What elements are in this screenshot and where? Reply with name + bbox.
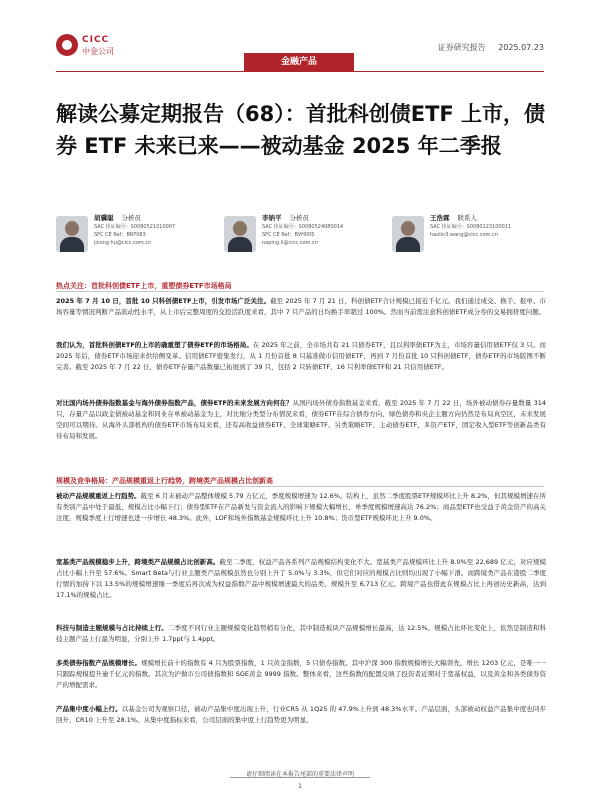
paragraph [56, 557, 546, 601]
author-photo [224, 216, 256, 252]
author-photo [56, 216, 88, 252]
paragraph [56, 491, 546, 524]
author-sfc: SFC CE Ref：BRF083 [94, 232, 146, 238]
paragraph-body: 在 2025 年之前，全市场共有 21 只债券ETF，且以利率债ETF为主，市场容量信用债ETF仅 3 只。而 2025 年后，债券ETF市场迎来供给侧变革。信用债ETF密集发行，从 1 月份首批 8 只基准做市信用债ETF，再到 7 月份首批 10 只科创债ETF，债券ETF的市场版图不断完善。截至 2025 年 7 月 22 日，债券ETF存量产品数量已拓展到了 39 只，包括 2 只转债ETF、16 只利率债ETF和 21 只信用债ETF。 [56, 341, 546, 371]
author-photo [392, 216, 424, 252]
author-sac: SAC 执证编号：S0080521010007 [94, 224, 176, 230]
author-card [56, 214, 216, 264]
paragraph-lead: 宽基类产品规模稳步上升，跨境类产品规模占比创新高。 [56, 558, 220, 566]
paragraph-body: 截至 2025 年 7 月 21 日，科创债ETF合计规模已接近千亿元。我们通过成交、换手、报单、市场容量等情况判断产品流动性水平，从上市后完整周度的交投活跃度来看，其中 7 只产品的日均换手率超过 100%。然而当前需注意科创债ETF成分券的交易拥挤度问题。 [56, 297, 546, 316]
page-number: 1 [298, 783, 302, 790]
paragraph-body: 截至 6 月末被动产品整体规模 5.79 万亿元，季度规模增速为 12.6%。结构上，虽然二季度股票ETF规模环比上升 8.2%，但其规模增速在所有类别产品中处于最低，规模占比小幅下行；债券型ETF在产品新发与资金流入的影响下规模大幅增长，单季度规模增速高达 76.2%；商品型ETF也受益于黄金资产的高关注度，规模季度上行增速也进一步增长 48.3%。此外，LOF和场外指数基金规模环比上升 10.8%；货币型ETF规模环比上升 9.0%。 [56, 492, 547, 522]
report-date: 2025.07.23 [498, 43, 544, 52]
paragraph [56, 340, 546, 373]
author-sfc: SFC CE Ref：BVH005 [262, 232, 315, 238]
paragraph [56, 704, 546, 726]
section-divider [56, 486, 544, 487]
cicc-logo [56, 34, 126, 58]
author-name: 王浩霖 [430, 214, 450, 222]
author-info [430, 214, 511, 239]
paragraph-body: 规模增长前十的指数有 4 只为股票指数，1 只黄金指数，5 只债券指数。其中沪深 300 指数规模增长大幅领先，增长 1203 亿元，是唯一一只跟踪规模提升逾千亿元的指数。其次为沪做市公司债指数和 SGE黄金 9999 指数。整体来看，这些指数的配置反映了投资者近期对于宽基权益，以及黄金和各类债券资产的增配需求。 [56, 659, 547, 689]
paragraph-lead: 对比国内场外债券指数基金与海外债券指数产品，债券ETF的未来发展方向何在？ [56, 399, 293, 407]
author-sac: SAC 执证编号：S0080524080014 [262, 224, 344, 230]
logo-brand-cn: 中金公司 [82, 47, 114, 56]
paragraph-lead: 产品集中度小幅上行。 [56, 705, 122, 713]
report-title: 解读公募定期报告（68）：首批科创债ETF 上市，债券 ETF 未来已来——被动基金 2025 年二季报 [56, 102, 546, 158]
author-email[interactable]: jicong.hu@cicc.com.cn [94, 240, 152, 246]
section-divider [56, 291, 544, 292]
paragraph-body: 二季度不同行业主题规模变化趋势稍有分化，其中制造板块产品规模增长最高，达 12.5%。规模占比环比变化上，依然是制造和科技主题产品上行最为明显，分别上升 1.7ppt与 1.4ppt。 [56, 624, 547, 643]
paragraph [56, 623, 546, 645]
paragraph-lead: 被动产品规模重返上行趋势。 [56, 492, 141, 500]
logo-brand: CICC [82, 35, 110, 45]
paragraph-body: 从国内场外债券指数基金来看，截至 2025 年 7 月 22 日，场外被动债券存量数量 314 只，存量产品以政金债被动基金和同业存单被动基金为主，对比细分类型分布情况来看，债券ETF在综合债券方向、绿色债券和央企主题方向仍然是布局真空区，未来发展空间可以期待。从海外头部机构的债券ETF市场布局来看，还有高收益债券ETF、全球策略ETF、另类策略ETF、主动债券ETF、多资产ETF，固定收入型ETF等创新品类有待布局和发展。 [56, 399, 546, 440]
paragraph [56, 658, 546, 691]
cicc-logo-icon [56, 34, 78, 56]
paragraph-lead: 科技与制造主题规模与占比持续上行。 [56, 624, 168, 632]
author-info [262, 214, 343, 247]
paragraph-body: 截至二季度，权益产品各系列产品规模结构变化不大。宽基类产品规模环比上升 8.0%至 22,689 亿元，对应规模占比小幅上升至 57.6%。Smart Beta与行业主题类产品规模虽然也分别上升了 5.0%与 3.3%，但它们对应的规模占比则均出现了小幅下滑。而跨境类产品在港股二季度行情的加持下以 13.5%的规模增速继一季度后再次成为权益指数产品中规模增速最大的品类，规模升至 6,713 亿元。跨境产品也借此在规模占比上再创历史新高，达到 17.1%的规模占比。 [56, 558, 547, 599]
paragraph-lead: 2025 年 7 月 10 日，首批 10 只科创债ETF上市，引发市场广泛关注。 [56, 297, 271, 305]
author-role: 分析员 [121, 214, 141, 222]
author-card [224, 214, 384, 264]
footer-divider [230, 777, 370, 778]
paragraph [56, 296, 546, 318]
header-meta [428, 42, 544, 53]
paragraph-body: 以基金公司为观察口径，被动产品集中度出现上升，行业CR5 从 1Q25 的 47.9%上升到 48.3%水平。产品层面，头部被动权益产品集中度也同步回升，CR10 上升至 28.1%。从集中度指标来看，公司层面的集中度上行趋势更为明显。 [56, 705, 547, 724]
section-heading: 规模及竞争格局：产品规模重返上行趋势，跨境类产品规模占比创新高 [56, 477, 273, 485]
legal-disclaimer-note: 请仔细阅读在本报告尾部的重要法律声明 [245, 771, 354, 778]
author-info [94, 214, 175, 247]
category-banner: 金融产品 [244, 53, 354, 71]
author-name: 胡骥聪 [94, 214, 114, 222]
header-divider [56, 71, 544, 72]
author-role: 联系人 [457, 214, 477, 222]
paragraph-lead: 我们认为，首批科创债ETF的上市的确重塑了债券ETF的市场格局。 [56, 341, 253, 349]
report-type: 证券研究报告 [437, 43, 486, 52]
paragraph-lead: 多类债券指数产品规模增长。 [56, 659, 142, 667]
section-heading: 热点关注：首批科创债ETF上市，重塑债券ETF市场格局 [56, 282, 232, 290]
author-email[interactable]: naping.li@cicc.com.cn [262, 240, 318, 246]
paragraph [56, 398, 546, 442]
author-list [56, 214, 546, 264]
author-email[interactable]: haolin3.wang@cicc.com.cn [430, 232, 498, 238]
author-sac: SAC 执证编号：S0080123100011 [430, 224, 512, 230]
author-name: 李钠平 [262, 214, 282, 222]
author-card [392, 214, 552, 264]
author-role: 分析员 [289, 214, 309, 222]
